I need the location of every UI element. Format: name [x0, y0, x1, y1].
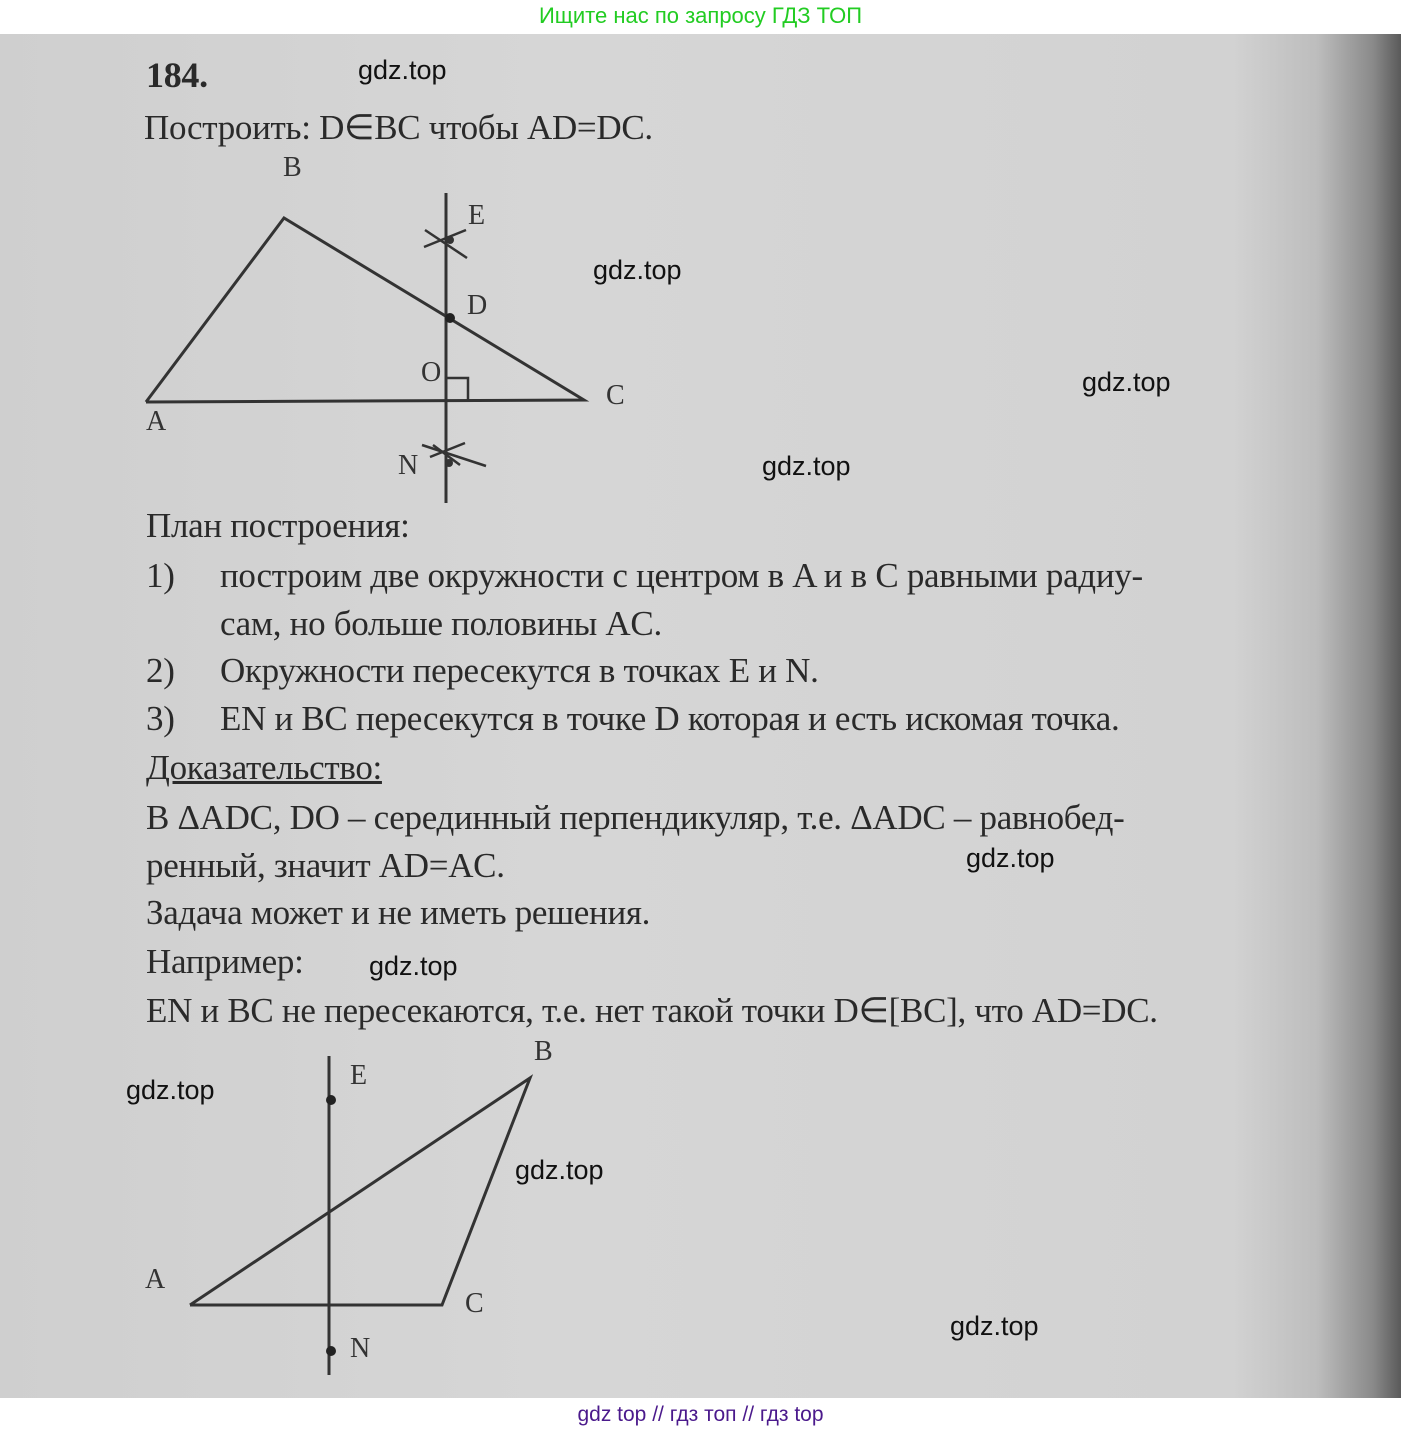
top-banner: Ищите нас по запросу ГДЗ ТОП	[0, 0, 1401, 34]
fig1-label-o: O	[421, 357, 442, 388]
watermark: gdz.top	[358, 55, 447, 85]
plan-heading: План построения:	[146, 506, 410, 545]
fig2-label-e: E	[350, 1060, 368, 1091]
fig1-label-a: A	[146, 406, 167, 437]
watermark: gdz.top	[762, 451, 851, 481]
plan-step-2-line1: Окружности пересекутся в точках E и N.	[220, 651, 819, 690]
watermark: gdz.top	[950, 1311, 1039, 1341]
watermark: gdz.top	[369, 951, 458, 981]
fig1-label-c: C	[606, 380, 625, 411]
watermark: gdz.top	[1082, 367, 1171, 397]
plan-step-1-line2: сам, но больше половины AC.	[220, 604, 662, 643]
watermark: gdz.top	[966, 843, 1055, 873]
proof-line-3: Задача может и не иметь решения.	[146, 893, 651, 932]
bottom-banner: gdz top // гдз топ // гдз top	[0, 1398, 1401, 1434]
problem-statement: Построить: D∈BC чтобы AD=DC.	[144, 108, 653, 147]
plan-step-1-line1: построим две окружности с центром в A и в C равными радиу-	[220, 556, 1143, 595]
proof-heading: Доказательство:	[146, 748, 382, 787]
fig2-label-n: N	[350, 1333, 371, 1364]
fig2-label-c: C	[465, 1288, 484, 1319]
proof-line-5: EN и BC не пересекаются, т.е. нет такой точки D∈[BC], что AD=DC.	[146, 991, 1158, 1030]
plan-step-3-line1: EN и BC пересекутся в точке D которая и есть искомая точка.	[220, 699, 1120, 738]
plan-step-3-number: 3)	[146, 699, 175, 738]
watermark: gdz.top	[126, 1075, 215, 1105]
fig2-label-b: B	[534, 1036, 553, 1067]
plan-step-2-number: 2)	[146, 651, 175, 690]
watermark: gdz.top	[515, 1155, 604, 1185]
fig1-label-b: B	[283, 152, 302, 183]
proof-line-1: В ΔADC, DO – серединный перпендикуляр, т.е. ΔADC – равнобед-	[146, 798, 1125, 837]
fig2-label-a: A	[145, 1264, 166, 1295]
plan-step-1-number: 1)	[146, 556, 175, 595]
fig1-label-d: D	[467, 290, 488, 321]
fig1-label-e: E	[468, 200, 486, 231]
proof-line-2: ренный, значит AD=AC.	[146, 846, 505, 885]
fig1-label-n: N	[398, 450, 419, 481]
problem-number: 184.	[146, 55, 208, 95]
proof-line-4: Например:	[146, 942, 304, 981]
watermark: gdz.top	[593, 255, 682, 285]
